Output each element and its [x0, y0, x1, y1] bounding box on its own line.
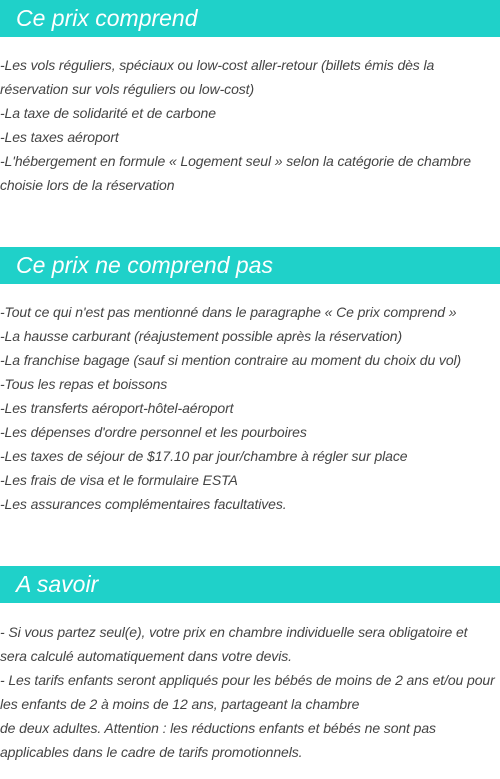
- section-title: A savoir: [16, 571, 99, 597]
- section-header-good-to-know: [0, 566, 500, 603]
- included-list: [0, 53, 500, 197]
- list-line: -La hausse carburant (réajustement possible après la réservation): [0, 328, 403, 344]
- list-line: -Les transferts aéroport-hôtel-aéroport: [0, 400, 234, 416]
- list-line: - Les tarifs enfants seront appliqués pour les bébés de moins de 2 ans et/ou pour: [0, 672, 495, 688]
- list-line: -Les frais de visa et le formulaire ESTA: [0, 472, 238, 488]
- good-to-know-list: [0, 620, 500, 764]
- list-line: -Les assurances complémentaires facultatives.: [0, 496, 287, 512]
- section-header-included: [0, 0, 500, 37]
- list-line: -Les taxes aéroport: [0, 129, 119, 145]
- section-header-not-included: [0, 247, 500, 284]
- list-line: -Les vols réguliers, spéciaux ou low-cost aller-retour (billets émis dès la: [0, 57, 435, 73]
- list-line: - Si vous partez seul(e), votre prix en chambre individuelle sera obligatoire et: [0, 624, 468, 640]
- list-line: réservation sur vols réguliers ou low-cost): [0, 81, 255, 97]
- list-line: applicables dans le cadre de tarifs promotionnels.: [0, 744, 303, 760]
- list-line: -La taxe de solidarité et de carbone: [0, 105, 216, 121]
- list-line: -Tout ce qui n'est pas mentionné dans le paragraphe « Ce prix comprend »: [0, 304, 457, 320]
- not-included-list: [0, 300, 500, 516]
- list-line: -Les taxes de séjour de $17.10 par jour/chambre à régler sur place: [0, 448, 408, 464]
- list-line: les enfants de 2 à moins de 12 ans, partageant la chambre: [0, 696, 360, 712]
- section-title: Ce prix comprend: [16, 5, 198, 31]
- list-line: -Les dépenses d'ordre personnel et les pourboires: [0, 424, 307, 440]
- list-line: de deux adultes. Attention : les réductions enfants et bébés ne sont pas: [0, 720, 436, 736]
- list-line: choisie lors de la réservation: [0, 177, 175, 193]
- list-line: -La franchise bagage (sauf si mention contraire au moment du choix du vol): [0, 352, 462, 368]
- list-line: -Tous les repas et boissons: [0, 376, 168, 392]
- list-line: sera calculé automatiquement dans votre devis.: [0, 648, 292, 664]
- section-title: Ce prix ne comprend pas: [16, 252, 273, 278]
- list-line: -L'hébergement en formule « Logement seul » selon la catégorie de chambre: [0, 153, 471, 169]
